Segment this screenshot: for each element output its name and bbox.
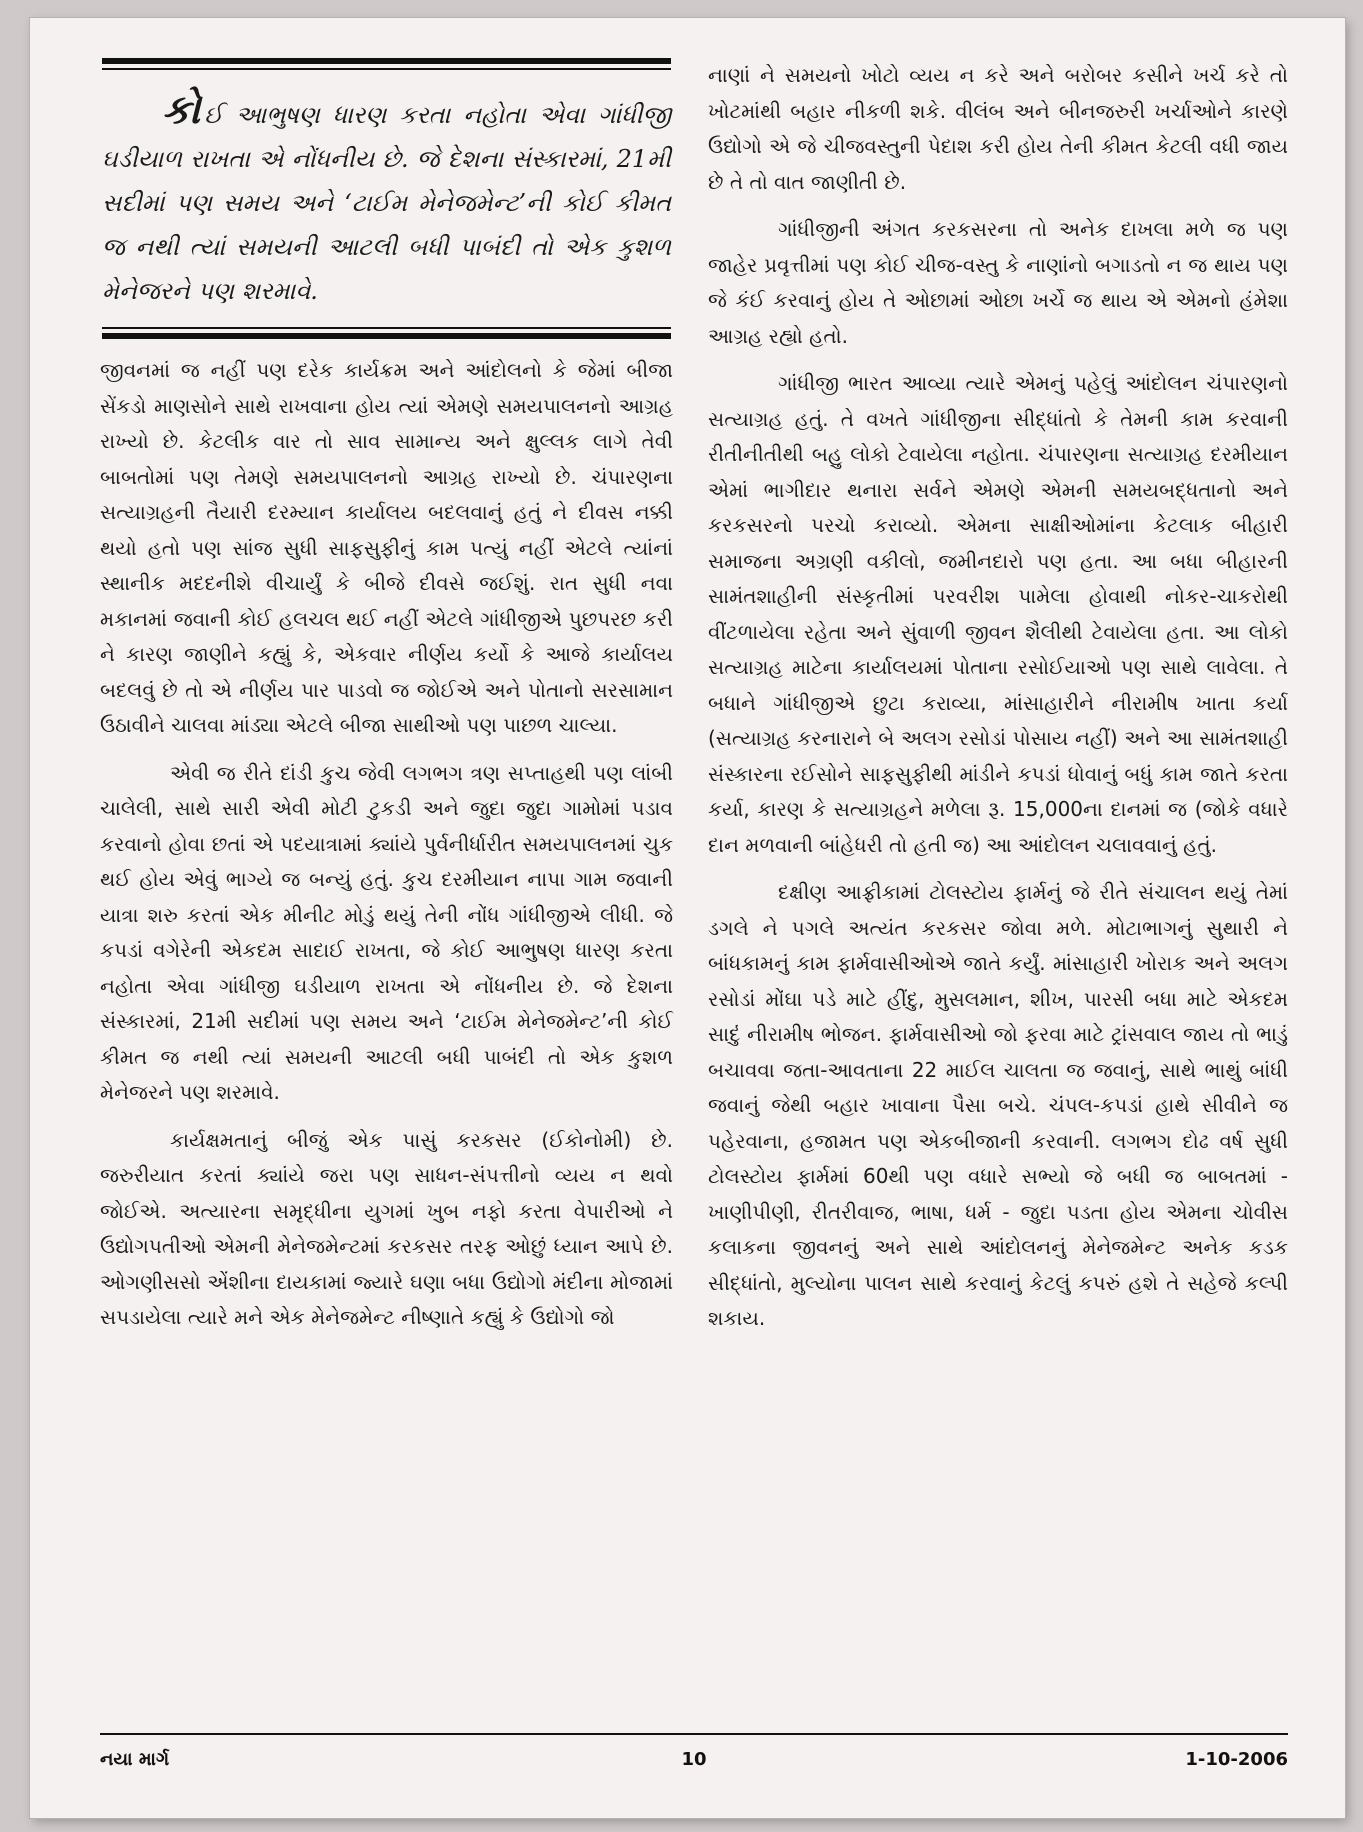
footer-date: 1-10-2006 (1185, 1749, 1288, 1770)
left-column-body (100, 353, 673, 1336)
pull-quote-bottom-rule (102, 333, 671, 339)
pull-quote-top-rule-thin (102, 68, 671, 70)
right-column (708, 58, 1288, 1349)
magazine-page (30, 18, 1345, 1818)
pull-quote-dropcap: કો (162, 86, 201, 133)
right-paragraph-2: ગાંધીજીની અંગત કરકસરના તો અનેક દાખલા મળે જ પણ જાહેર પ્રવૃત્તીમાં પણ કોઈ ચીજ-વસ્તુ કે નાણાંનો બગાડતો ન જ થાય પણ જે કંઈ કરવાનું હોય તે ઓછામાં ઓછા ખર્ચે જ થાય એ એમનો હંમેશા આગ્રહ રહ્યો હતો. (708, 217, 1288, 348)
left-column (100, 58, 673, 1348)
footer-publication-name: નયા માર્ગ (100, 1749, 170, 1770)
left-paragraph-1: જીવનમાં જ નહીં પણ દરેક કાર્યક્રમ અને આંદોલનો કે જેમાં બીજા સેંકડો માણસોને સાથે રાખવાના હોય ત્યાં એમણે સમયપાલનનો આગ્રહ રાખ્યો છે. કેટલીક વાર તો સાવ સામાન્ય અને ક્ષુલ્લક લાગે તેવી બાબતોમાં પણ તેમણે સમયપાલનનો આગ્રહ રાખ્યો છે. ચંપારણના સત્યાગ્રહની તૈયારી દરમ્યાન કાર્યાલય બદલવાનું હતું ને દીવસ નક્કી થયો હતો પણ સાંજ સુધી સાફસુફીનું કામ પત્યું નહીં એટલે ત્યાંનાં સ્થાનીક મદદનીશે વીચાર્યું કે બીજે દીવસે જઈશું. રાત સુધી નવા મકાનમાં જવાની કોઈ હલચલ થઈ નહીં એટલે ગાંધીજીએ પુછપરછ કરી ને કારણ જાણીને કહ્યું કે, એકવાર નીર્ણય કર્યો કે આજે કાર્યાલય બદલવું છે તો એ નીર્ણય પાર પાડવો જ જોઈએ અને પોતાનો સરસામાન ઉઠાવીને ચાલવા માંડ્યા એટલે બીજા સાથીઓ પણ પાછળ ચાલ્યા. (100, 358, 673, 737)
right-paragraph-1: નાણાં ને સમયનો ખોટો વ્યય ન કરે અને બરોબર કસીને ખર્ચ કરે તો ખોટમાંથી બહાર નીકળી શકે. વીલંબ અને બીનજરુરી ખર્ચાઓને કારણે ઉદ્યોગો એ જે ચીજવસ્તુની પેદાશ કરી હોય તેની કીમત કેટલી વધી જાય છે તે તો વાત જાણીતી છે. (708, 63, 1288, 194)
pull-quote-body: ઈ આભુષણ ધારણ કરતા નહોતા એવા ગાંધીજી ઘડીયાળ રાખતા એ નોંધનીય છે. જે દેશના સંસ્કારમાં, 21મી સદીમાં પણ સમય અને ‘ટાઈમ મેનેજમેન્ટ’ની કોઈ કીમત જ નથી ત્યાં સમયની આટલી બધી પાબંદી તો એક કુશળ મેનેજરને પણ શરમાવે. (102, 101, 671, 305)
right-paragraph-3: ગાંધીજી ભારત આવ્યા ત્યારે એમનું પહેલું આંદોલન ચંપારણનો સત્યાગ્રહ હતું. તે વખતે ગાંધીજીના સીદ્ધાંતો કે તેમની કામ કરવાની રીતીનીતીથી બહુ લોકો ટેવાયેલા નહોતા. ચંપારણના સત્યાગ્રહ દરમીયાન એમાં ભાગીદાર થનારા સર્વને એમણે એમની સમયબદ્ધતાનો અને કરકસરનો પરચો કરાવ્યો. એમના સાક્ષીઓમાંના કેટલાક બીહારી સમાજના અગ્રણી વકીલો, જમીનદારો પણ હતા. આ બધા બીહારની સામંતશાહીની સંસ્કૃતીમાં પરવરીશ પામેલા હોવાથી નોકર-ચાકરોથી વીંટળાયેલા રહેતા અને સુંવાળી જીવન શૈલીથી ટેવાયેલા હતા. આ લોકો સત્યાગ્રહ માટેના કાર્યાલયમાં પોતાના રસોઈયાઓ પણ સાથે લાવેલા. તે બધાને ગાંધીજીએ છુટા કરાવ્યા, માંસાહારીને નીરામીષ ખાતા કર્યા (સત્યાગ્રહ કરનારાને બે અલગ રસોડાં પોસાય નહીં) અને આ સામંતશાહી સંસ્કારના રઈસોને સાફસુફીથી માંડીને કપડાં ધોવાનું બધું કામ જાતે કરતા કર્યા, કારણ કે સત્યાગ્રહને મળેલા રૂ. 15,000ના દાનમાં જ (જોકે વધારે દાન મળવાની બાંહેધરી તો હતી જ) આ આંદોલન ચલાવવાનું હતું. (708, 371, 1288, 857)
pull-quote-bottom-rule-thin (102, 327, 671, 329)
pull-quote-top-rule (102, 58, 671, 64)
pull-quote (100, 58, 673, 339)
left-paragraph-2: એવી જ રીતે દાંડી કુચ જેવી લગભગ ત્રણ સપ્તાહથી પણ લાંબી ચાલેલી, સાથે સારી એવી મોટી ટુકડી અને જુદા જુદા ગામોમાં પડાવ કરવાનો હોવા છતાં એ પદયાત્રામાં ક્યાંયે પુર્વનીર્ધારીત સમયપાલનમાં ચુક થઈ હોય એવું ભાગ્યે જ બન્યું હતું. કુચ દરમીયાન નાપા ગામ જવાની યાત્રા શરુ કરતાં એક મીનીટ મોડું થયું તેની નોંધ ગાંધીજીએ લીધી. જે કપડાં વગેરેની એકદમ સાદાઈ રાખતા, જે કોઈ આભુષણ ધારણ કરતા નહોતા એવા ગાંધીજી ઘડીયાળ રાખતા એ નોંધનીય છે. જે દેશના સંસ્કારમાં, 21મી સદીમાં પણ સમય અને ‘ટાઈમ મેનેજમેન્ટ’ની કોઈ કીમત જ નથી ત્યાં સમયની આટલી બધી પાબંદી તો એક કુશળ મેનેજરને પણ શરમાવે. (100, 760, 673, 1104)
footer-page-number: 10 (681, 1749, 707, 1770)
left-paragraph-3: કાર્યક્ષમતાનું બીજું એક પાસું કરકસર (ઈકોનોમી) છે. જરુરીયાત કરતાં ક્યાંયે જરા પણ સાધન-સંપત્તીનો વ્યય ન થવો જોઈએ. અત્યારના સમૃદ્ધીના યુગમાં ખુબ નફો કરતા વેપારીઓ ને ઉદ્યોગપતીઓ એમની મેનેજમેન્ટમાં કરકસર તરફ ઓછું ધ્યાન આપે છે. ઓગણીસસો એંશીના દાયકામાં જ્યારે ઘણા બધા ઉદ્યોગો મંદીના મોજામાં સપડાયેલા ત્યારે મને એક મેનેજમેન્ટ નીષ્ણાતે કહ્યું કે ઉદ્યોગો જો (100, 1127, 673, 1329)
pull-quote-text (102, 88, 671, 313)
page-footer (100, 1733, 1288, 1775)
right-paragraph-4: દક્ષીણ આફ્રીકામાં ટોલસ્ટોય ફાર્મનું જે રીતે સંચાલન થયું તેમાં ડગલે ને પગલે અત્યંત કરકસર જોવા મળે. મોટાભાગનું સુથારી ને બાંધકામનું કામ ફાર્મવાસીઓએ જાતે કર્યું. માંસાહારી ખોરાક અને અલગ રસોડાં મોંઘા પડે માટે હીંદુ, મુસલમાન, શીખ, પારસી બધા માટે એકદમ સાદું નીરામીષ ભોજન. ફાર્મવાસીઓ જો ફરવા માટે ટ્રાંસવાલ જાય તો ભાડું બચાવવા જતા-આવતાના 22 માઈલ ચાલતા જ જવાનું, સાથે ભાથું બાંધી જવાનું જેથી બહાર ખાવાના પૈસા બચે. ચંપલ-કપડાં હાથે સીવીને જ પહેરવાના, હજામત પણ એકબીજાની કરવાની. લગભગ દોઢ વર્ષ સુધી ટોલસ્ટોય ફાર્મમાં 60થી પણ વધારે સભ્યો જે બધી જ બાબતમાં - ખાણીપીણી, રીતરીવાજ, ભાષા, ધર્મ - જુદા પડતા હોય એમના ચોવીસ કલાકના જીવનનું અને સાથે આંદોલનનું મેનેજમેન્ટ અનેક કડક સીદ્ધાંતો, મુલ્યોના પાલન સાથે કરવાનું કેટલું કપરું હશે તે સહેજે કલ્પી શકાય. (708, 880, 1288, 1330)
